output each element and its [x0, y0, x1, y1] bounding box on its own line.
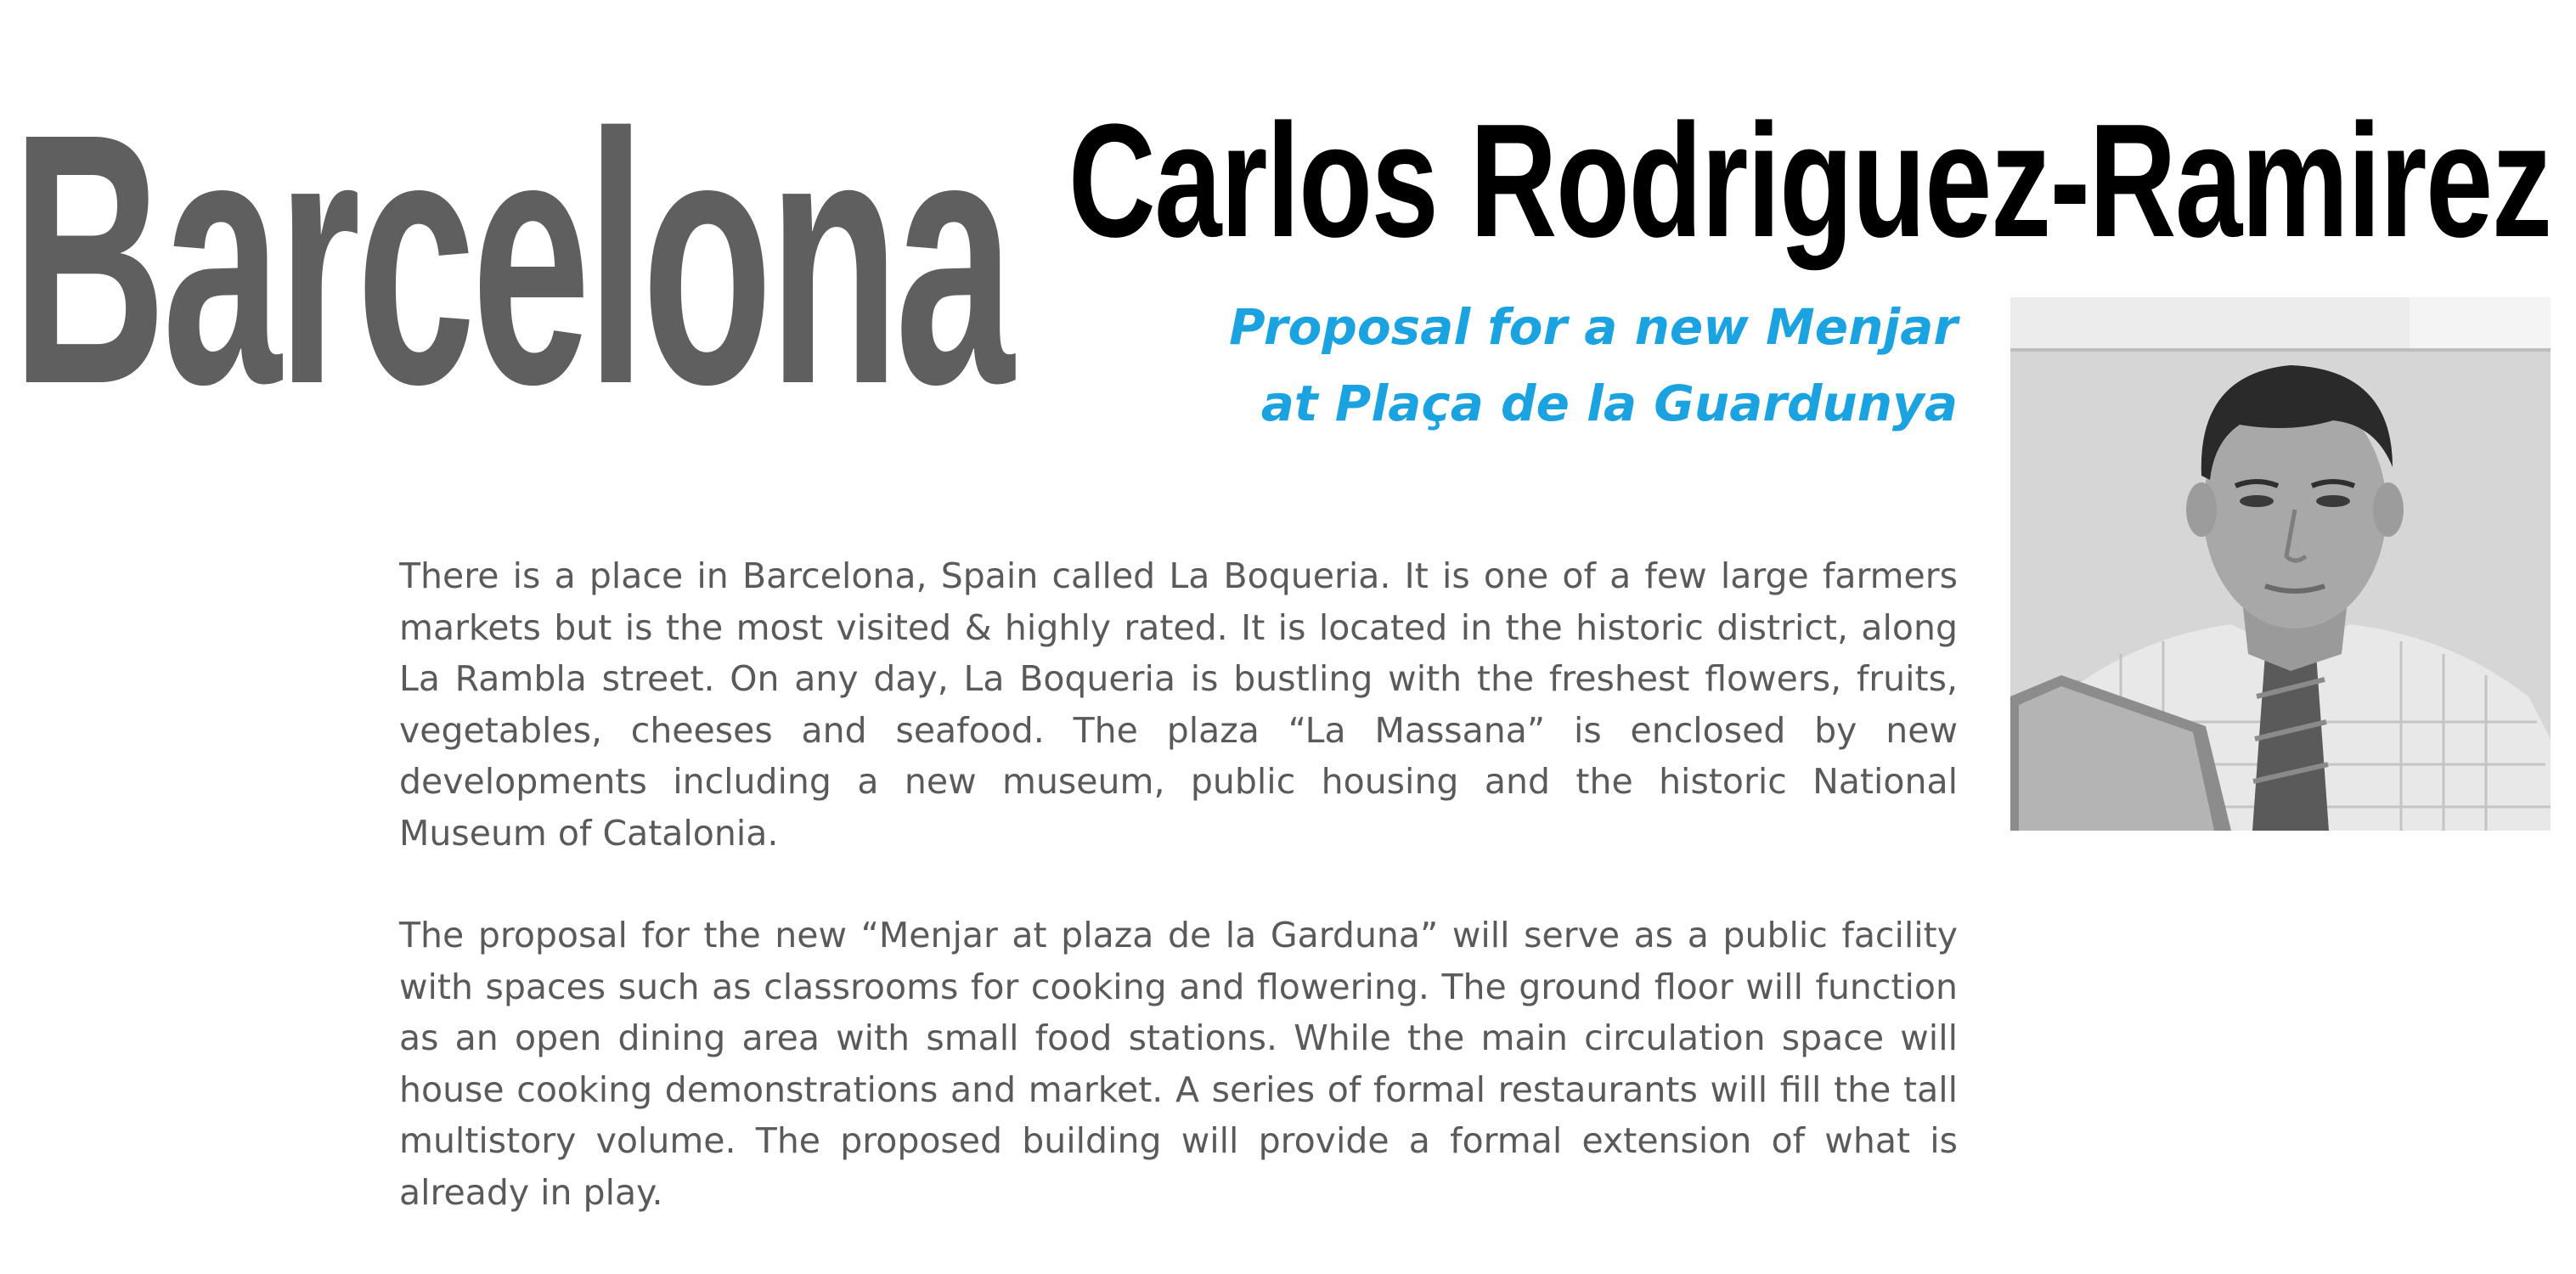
- proposal-subtitle: [1019, 289, 1958, 442]
- subtitle-line-2: at Plaça de la Guardunya: [1260, 375, 1958, 432]
- description-body: [399, 550, 1958, 1269]
- city-title: Barcelona: [12, 60, 1011, 459]
- subtitle-line-1: Proposal for a new Menjar: [1229, 298, 1958, 356]
- paragraph-intro: There is a place in Barcelona, Spain called La Boqueria. It is one of a few large farmers markets but is the most visited & highly rated. It is located in the historic district, along La Rambla street. On any day, La Boqueria is bustling with the freshest flowers, fruits, vegetables, cheeses and seafood. The plaza “La Massana” is enclosed by new developments including a new museum, public housing and the historic National Museum of Catalonia.: [399, 555, 1958, 854]
- paragraph-proposal: The proposal for the new “Menjar at plaza de la Garduna” will serve as a public facility with spaces such as classrooms for cooking and flowering. The ground floor will function as an open dining area with small food stations. While the main circulation space will house cooking demonstrations and market. A series of formal restaurants will fill the tall multistory volume. The proposed building will provide a formal extension of what is already in play.: [399, 915, 1958, 1213]
- portrait-image: [2010, 297, 2551, 831]
- author-name: Carlos Rodriguez-Ramirez: [1068, 91, 2551, 271]
- author-portrait-photo: [2010, 297, 2551, 831]
